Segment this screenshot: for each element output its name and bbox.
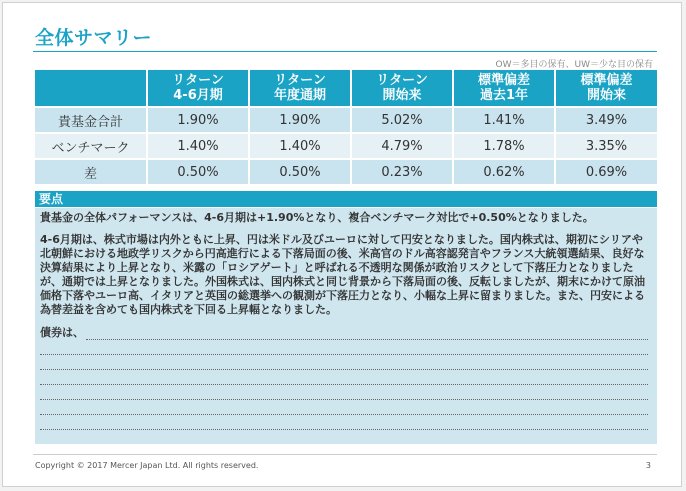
dotted-blank-line — [40, 415, 648, 430]
row-label: ベンチマーク — [35, 133, 147, 159]
dotted-blank-line — [40, 385, 648, 400]
table-cell: 3.35% — [555, 133, 657, 159]
row-label: 貴基金合計 — [35, 107, 147, 133]
summary-paragraph: 貴基金の全体パフォーマンスは、4-6月期は+1.90%となり、複合ベンチマーク対比で+0.50%となりました。 — [40, 211, 594, 224]
table-row — [35, 133, 657, 159]
column-header: リターン 年度通期 — [249, 70, 351, 107]
table-cell: 4.79% — [351, 133, 453, 159]
table-cell: 1.40% — [249, 133, 351, 159]
page-title: 全体サマリー — [35, 27, 153, 49]
table-cell: 0.62% — [453, 159, 555, 184]
bonds-line — [40, 326, 648, 340]
footer-divider — [33, 454, 657, 455]
table-row — [35, 159, 657, 184]
legend-note: OW＝多目の保有、UW＝少な目の保有 — [495, 60, 653, 70]
dotted-blank-line — [40, 355, 648, 370]
bonds-label: 債券は、 — [40, 326, 84, 339]
page-number: 3 — [645, 461, 651, 470]
table-cell: 1.90% — [147, 107, 249, 133]
table-cell: 0.23% — [351, 159, 453, 184]
table-header-row — [35, 70, 657, 107]
dotted-blank-line — [40, 400, 648, 415]
table-cell: 1.78% — [453, 133, 555, 159]
table-cell: 0.50% — [249, 159, 351, 184]
table-cell: 5.02% — [351, 107, 453, 133]
row-label: 差 — [35, 159, 147, 184]
column-header: リターン 開始来 — [351, 70, 453, 107]
table-cell: 0.50% — [147, 159, 249, 184]
copyright-text: Copyright © 2017 Mercer Japan Ltd. All rights reserved. — [35, 461, 259, 470]
slide — [2, 2, 682, 487]
table-cell: 0.69% — [555, 159, 657, 184]
table-cell: 3.49% — [555, 107, 657, 133]
summary-table — [35, 70, 657, 184]
table-cell: 1.40% — [147, 133, 249, 159]
dotted-blank-line — [40, 340, 648, 355]
column-header: 標準偏差 過去1年 — [453, 70, 555, 107]
table-corner-cell — [35, 70, 147, 107]
key-points-body — [35, 208, 657, 444]
market-commentary-paragraph: 4-6月期は、株式市場は内外ともに上昇、円は米ドル及びユーロに対して円安となりました。国内株式は、期初にシリアや北朝鮮における地政学リスクから円高進行による下落局面の後、米高官のドル高容認発言やフランス大統領選結果、良好な決算結果により上昇となり、米露の「ロシアゲート」と呼ばれる不透明な関係が政治リスクとして下落圧力となりましたが、通期では上昇となりました。外国株式は、国内株式と同じ背景から下落局面の後、反転しましたが、期末にかけて原油価格下落やユーロ高、イタリアと英国の総選挙への観測が下落圧力となり、小幅な上昇に留まりました。また、円安による為替差益を含めても国内株式を下回る上昇幅となりました。 — [40, 233, 645, 316]
table-cell: 1.90% — [249, 107, 351, 133]
title-divider — [33, 51, 657, 52]
column-header: 標準偏差 開始来 — [555, 70, 657, 107]
dotted-fill — [86, 329, 648, 340]
column-header: リターン 4-6月期 — [147, 70, 249, 107]
dotted-blank-line — [40, 370, 648, 385]
key-points-header: 要点 — [35, 191, 657, 207]
table-cell: 1.41% — [453, 107, 555, 133]
table-row — [35, 107, 657, 133]
